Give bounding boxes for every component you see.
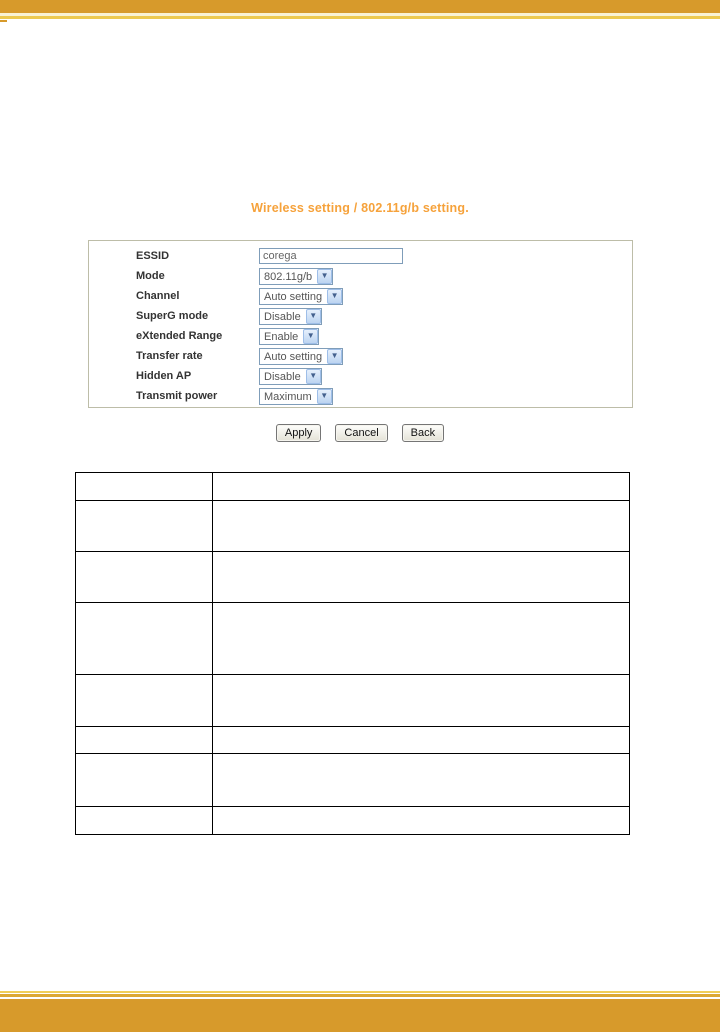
dropdown-arrow-icon: ▼ (327, 289, 342, 304)
transmit-power-label: Transmit power (136, 390, 218, 402)
table-cell-term (76, 473, 213, 501)
form-row-transfer-rate (89, 346, 632, 366)
table-row (76, 473, 630, 501)
table-row (76, 501, 630, 552)
footer-stripe-gold-thin (0, 991, 720, 993)
extended-range-select-value: Enable (264, 330, 299, 343)
form-row-channel (89, 286, 632, 306)
superg-mode-select-value: Disable (264, 310, 301, 323)
header-bar (0, 0, 720, 13)
channel-label: Channel (136, 290, 180, 302)
cancel-button[interactable]: Cancel (335, 424, 387, 442)
apply-button[interactable]: Apply (276, 424, 322, 442)
transmit-power-select-value: Maximum (264, 390, 312, 403)
table-cell-term (76, 501, 213, 552)
superg-mode-select[interactable] (259, 308, 322, 325)
table-cell-description (213, 552, 630, 603)
form-row-superg-mode (89, 306, 632, 326)
channel-select[interactable] (259, 288, 343, 305)
action-button-row (0, 424, 720, 442)
extended-range-label: eXtended Range (136, 330, 223, 342)
mode-label: Mode (136, 270, 165, 282)
table-row (76, 675, 630, 727)
table-cell-description (213, 675, 630, 727)
table-cell-description (213, 473, 630, 501)
dropdown-arrow-icon: ▼ (303, 329, 318, 344)
essid-label: ESSID (136, 250, 170, 262)
dropdown-arrow-icon: ▼ (327, 349, 342, 364)
form-row-mode (89, 266, 632, 286)
footer-stripe-gold-thick (0, 994, 720, 997)
table-row (76, 807, 630, 835)
transfer-rate-select[interactable] (259, 348, 343, 365)
header-corner-tick (0, 20, 7, 23)
extended-range-select[interactable] (259, 328, 319, 345)
table-cell-description (213, 603, 630, 675)
table-row (76, 552, 630, 603)
table-cell-term (76, 675, 213, 727)
wireless-settings-panel (88, 240, 633, 408)
transfer-rate-select-value: Auto setting (264, 350, 323, 363)
description-table (75, 472, 630, 835)
table-cell-description (213, 501, 630, 552)
mode-select[interactable] (259, 268, 333, 285)
back-button[interactable]: Back (402, 424, 444, 442)
table-cell-description (213, 727, 630, 754)
table-cell-term (76, 807, 213, 835)
table-cell-term (76, 552, 213, 603)
channel-select-value: Auto setting (264, 290, 323, 303)
table-row (76, 727, 630, 754)
dropdown-arrow-icon: ▼ (317, 269, 332, 284)
hidden-ap-select[interactable] (259, 368, 322, 385)
hidden-ap-select-value: Disable (264, 370, 301, 383)
table-row (76, 754, 630, 807)
essid-input[interactable] (259, 248, 403, 264)
dropdown-arrow-icon: ▼ (306, 309, 321, 324)
form-row-extended-range (89, 326, 632, 346)
mode-select-value: 802.11g/b (264, 270, 313, 283)
superg-mode-label: SuperG mode (136, 310, 209, 322)
table-cell-description (213, 754, 630, 807)
table-row (76, 603, 630, 675)
dropdown-arrow-icon: ▼ (306, 369, 321, 384)
header-stripe-gold (0, 16, 720, 19)
page-title: Wireless setting / 802.11g/b setting. (251, 201, 469, 215)
dropdown-arrow-icon: ▼ (317, 389, 332, 404)
transmit-power-select[interactable] (259, 388, 333, 405)
table-cell-term (76, 727, 213, 754)
table-cell-term (76, 603, 213, 675)
form-row-transmit-power (89, 386, 632, 406)
form-row-essid (89, 246, 632, 266)
table-cell-description (213, 807, 630, 835)
footer-bar (0, 999, 720, 1032)
hidden-ap-label: Hidden AP (136, 370, 192, 382)
table-cell-term (76, 754, 213, 807)
form-row-hidden-ap (89, 366, 632, 386)
transfer-rate-label: Transfer rate (136, 350, 203, 362)
